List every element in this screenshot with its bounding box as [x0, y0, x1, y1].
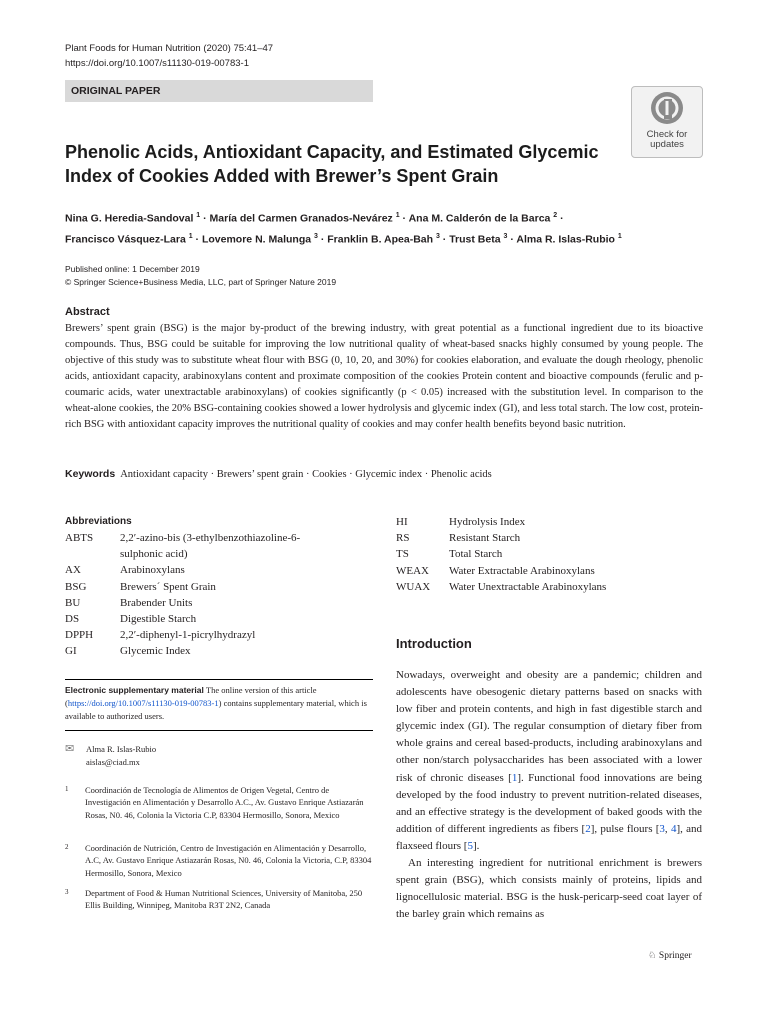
- author-list: Nina G. Heredia-Sandoval $^1$ · María del Carmen Granados-Nevárez $^1$ · Ana M. Calderón de la Barca $^2$ · Francisco Vásquez-Lara $^1$ · Lovemore N. Malunga $^3$ · Franklin B. Apea-Bah $^3$ · Trust Beta $^3$ · Alma R. Islas-Rubio $^1$: [65, 212, 622, 245]
- author-name[interactable]: Francisco Vásquez-Lara: [65, 233, 186, 245]
- abbreviation-row: [65, 579, 325, 595]
- check-updates-line1: Check for: [646, 129, 688, 140]
- abbreviation-row: [396, 546, 606, 562]
- affiliation-number: 1: [65, 785, 69, 793]
- abstract-heading: Abstract: [65, 306, 110, 318]
- springer-icon: ♘: [648, 951, 657, 961]
- abbreviation-row: [65, 643, 325, 659]
- author-affiliation-mark: 3: [314, 232, 318, 240]
- keywords-text: Antioxidant capacity · Brewers’ spent grain · Cookies · Glycemic index · Phenolic acids: [120, 469, 492, 480]
- author-affiliation-mark: 1: [196, 212, 201, 219]
- keywords: [65, 468, 492, 480]
- introduction-paragraph: Nowadays, overweight and obesity are a pandemic; children and adolescents have obesogenic dietary patterns based on snacks with low fiber and protein contents, and high in fast digestible starch and glycemic index (GI). The regular consumption of dietary fiber from whole grains and cereal based-products, including arabinoxylans and other non/starch polysaccharides has been associated with a lower risk of chronic diseases [1]. Functional food innovations are being developed by the food industry to prevent nutrition-related diseases, and an effective strategy is the development of baked goods with the addition of different ingredients as fibers [2], pulse flours [3, 4], and flaxseed flours [5].: [396, 669, 702, 852]
- introduction-paragraph: An interesting ingredient for nutritional enrichment is brewers spent grain (BSG), which consists mainly of proteins, lipids and lignocellulosic material. BSG is the husk-pericarp-seed coat layer of the barley grain which remains as: [396, 857, 702, 921]
- abbreviation: DPPH: [65, 629, 94, 642]
- journal-citation: Plant Foods for Human Nutrition (2020) 75:41–47: [65, 43, 274, 54]
- abbreviation: WEAX: [396, 564, 429, 577]
- affiliation: [65, 842, 375, 879]
- abbreviation: ABTS: [65, 532, 94, 544]
- introduction-body: [396, 667, 702, 923]
- abbreviation-definition: Hydrolysis Index: [449, 516, 526, 528]
- abbreviation: WUAX: [396, 580, 431, 593]
- affiliation: [65, 784, 375, 821]
- author-name[interactable]: María del Carmen Granados-Nevárez: [209, 212, 393, 225]
- citation-link[interactable]: 5: [467, 839, 473, 852]
- abbreviation-definition: Resistant Starch: [449, 532, 521, 545]
- affiliation-text: Coordinación de Nutrición, Centro de Investigación en Alimentación y Desarrollo, A.C, Av. Gustavo Enrique Astiazarán Rosas, N0. 46, Colonia la Victoria, C.P, 83304 Hermosillo, Sonora, Mexico: [85, 843, 372, 878]
- citation-link[interactable]: 2: [585, 822, 591, 835]
- copyright-icon: ©: [65, 277, 74, 287]
- author-name[interactable]: Nina G. Heredia-Sandoval: [65, 212, 194, 225]
- abbreviation-definition: Arabinoxylans: [120, 564, 185, 577]
- abbreviation-definition: Water Extractable Arabinoxylans: [449, 564, 595, 577]
- author-name[interactable]: Franklin B. Apea-Bah: [327, 233, 434, 245]
- author-affiliation-mark: 1: [188, 232, 193, 240]
- abbreviation-definition: Water Unextractable Arabinoxylans: [449, 580, 607, 593]
- author-name[interactable]: Trust Beta: [449, 233, 501, 245]
- abbreviation-row: [65, 562, 325, 578]
- abbreviation-row: [65, 595, 325, 611]
- abbreviation-definition: Total Starch: [449, 548, 503, 561]
- affiliation-text: Department of Food & Human Nutritional Sciences, University of Manitoba, 250 Ellis Building, Winnipeg, Manitoba R3T 2N2, Canada: [85, 888, 363, 911]
- abbreviation: RS: [396, 532, 410, 545]
- abbreviation-row: [396, 579, 606, 595]
- abbreviation-definition: Brewers´ Spent Grain: [120, 580, 216, 593]
- article-title: Phenolic Acids, Antioxidant Capacity, and Estimated Glycemic Index of Cookies Added with Brewer’s Spent Grain: [65, 142, 599, 186]
- publisher-footer: [648, 950, 692, 961]
- author-affiliation-mark: 3: [503, 232, 508, 240]
- abstract-text: Brewers’ spent grain (BSG) is the major by-product of the brewing industry, with great potential as a functional ingredient due to its bioactive compounds. Thus, BSG could be suitable for improving the low nutritional quality of wheat-based snacks highly consumed by young people. The objective of this study was to substitute wheat flour with BSG (0, 10, 20, and 30%) for cookies elaboration, and evaluate the dough rheology, phenolic acids, antioxidant capacity, arabinoxylans content and proximate composition of the cookies Protein content and bioactive compounds (ferulic and p-coumaric acids, water unextractable arabinoxylans) of cookies significantly (p < 0.05) increased with the substitution level. In comparison to the wheat-alone cookies, the 20% BSG-containing cookies showed a lower hydrolysis and glycemic index (GI), and less total starch. The low cost, protein-rich BSG with antioxidant capacity improves the nutritional quality of cookies and may confer health benefits beyond basic nutrition.: [65, 323, 703, 430]
- author-affiliation-mark: 1: [617, 232, 622, 240]
- corresponding-author: [65, 743, 156, 769]
- corresponding-name: Alma R. Islas-Rubio: [86, 744, 157, 754]
- author-affiliation-mark: 1: [395, 212, 400, 219]
- author-name[interactable]: Alma R. Islas-Rubio: [516, 233, 615, 245]
- author-affiliation-mark: 3: [435, 232, 440, 240]
- esm-doi-link[interactable]: https://doi.org/10.1007/s11130-019-00783-1: [67, 698, 219, 708]
- divider: [65, 730, 373, 731]
- copyright-text: Springer Science+Business Media, LLC, part of Springer Nature 2019: [73, 277, 337, 287]
- author-name[interactable]: Lovemore N. Malunga: [201, 233, 312, 245]
- abbreviation-row: [65, 611, 325, 627]
- abbreviation-definition: Brabender Units: [120, 596, 193, 609]
- abbreviation-definition: Glycemic Index: [120, 645, 191, 658]
- keywords-label: Keywords: [65, 468, 116, 480]
- abbreviation-definition: 2,2′-diphenyl-1-picrylhydrazyl: [120, 629, 256, 642]
- affiliation-number: 3: [65, 888, 69, 896]
- affiliation-text: Coordinación de Tecnología de Alimentos de Origen Vegetal, Centro de Investigación en Alimentación y Desarrollo A.C., Av. Gustavo Enrique Astiazarán Rosas, N0. 46, Colonia la Victoria C.P, 83304 Hermosillo, Sonora, Mexico: [85, 785, 364, 820]
- esm-label: Electronic supplementary material: [65, 685, 204, 695]
- corresponding-email[interactable]: aislas@ciad.mx: [86, 757, 140, 767]
- citation-link[interactable]: 1: [511, 771, 518, 784]
- citation-link[interactable]: 4: [670, 822, 677, 835]
- abbreviation: AX: [65, 564, 81, 577]
- divider: [65, 679, 373, 680]
- abbreviations-table-right: [396, 514, 606, 595]
- doi-link[interactable]: https://doi.org/10.1007/s11130-019-00783-1: [65, 58, 249, 69]
- article-type-banner: ORIGINAL PAPER: [65, 80, 373, 102]
- introduction-heading: Introduction: [396, 636, 472, 651]
- abbreviation: GI: [65, 645, 77, 658]
- abbreviation-definition: 2,2′-azino-bis (3-ethylbenzothiazoline-6-sulphonic acid): [120, 532, 301, 561]
- check-updates-line2: updates: [650, 139, 684, 150]
- abbreviation-row: [396, 514, 606, 530]
- esm-text-post: ) contains supplementary material, which is available to authorized users.: [65, 698, 367, 721]
- affiliation-number: 2: [65, 843, 69, 851]
- citation-link[interactable]: 3: [659, 822, 665, 835]
- envelope-icon: ✉: [65, 743, 75, 755]
- abbreviation-definition: Digestible Starch: [120, 613, 197, 626]
- affiliation: [65, 887, 375, 912]
- journal-header: [65, 41, 273, 71]
- abbreviation-row: [396, 563, 606, 579]
- copyright-line: [65, 276, 336, 289]
- abbreviation: BSG: [65, 580, 87, 593]
- abbreviation: TS: [396, 548, 409, 561]
- abbreviation-row: [396, 530, 606, 546]
- publication-info: [65, 263, 336, 289]
- abbreviation: DS: [65, 613, 80, 626]
- check-for-updates-badge[interactable]: [631, 86, 703, 158]
- check-updates-icon: [650, 91, 684, 125]
- esm-text-pre: The online version of this article (: [65, 685, 317, 708]
- abbreviation: BU: [65, 596, 81, 609]
- supplementary-material-note: [65, 684, 373, 723]
- abbreviation: HI: [396, 516, 408, 528]
- author-name[interactable]: Ana M. Calderón de la Barca: [408, 212, 551, 225]
- abbreviations-heading: Abbreviations: [65, 516, 132, 527]
- abbreviation-row: [65, 530, 325, 562]
- abbreviations-table-left: [65, 530, 325, 660]
- abbreviation-row: [65, 627, 325, 643]
- published-date: Published online: 1 December 2019: [65, 264, 200, 274]
- author-affiliation-mark: 2: [553, 212, 558, 219]
- publisher-name: Springer: [658, 951, 692, 961]
